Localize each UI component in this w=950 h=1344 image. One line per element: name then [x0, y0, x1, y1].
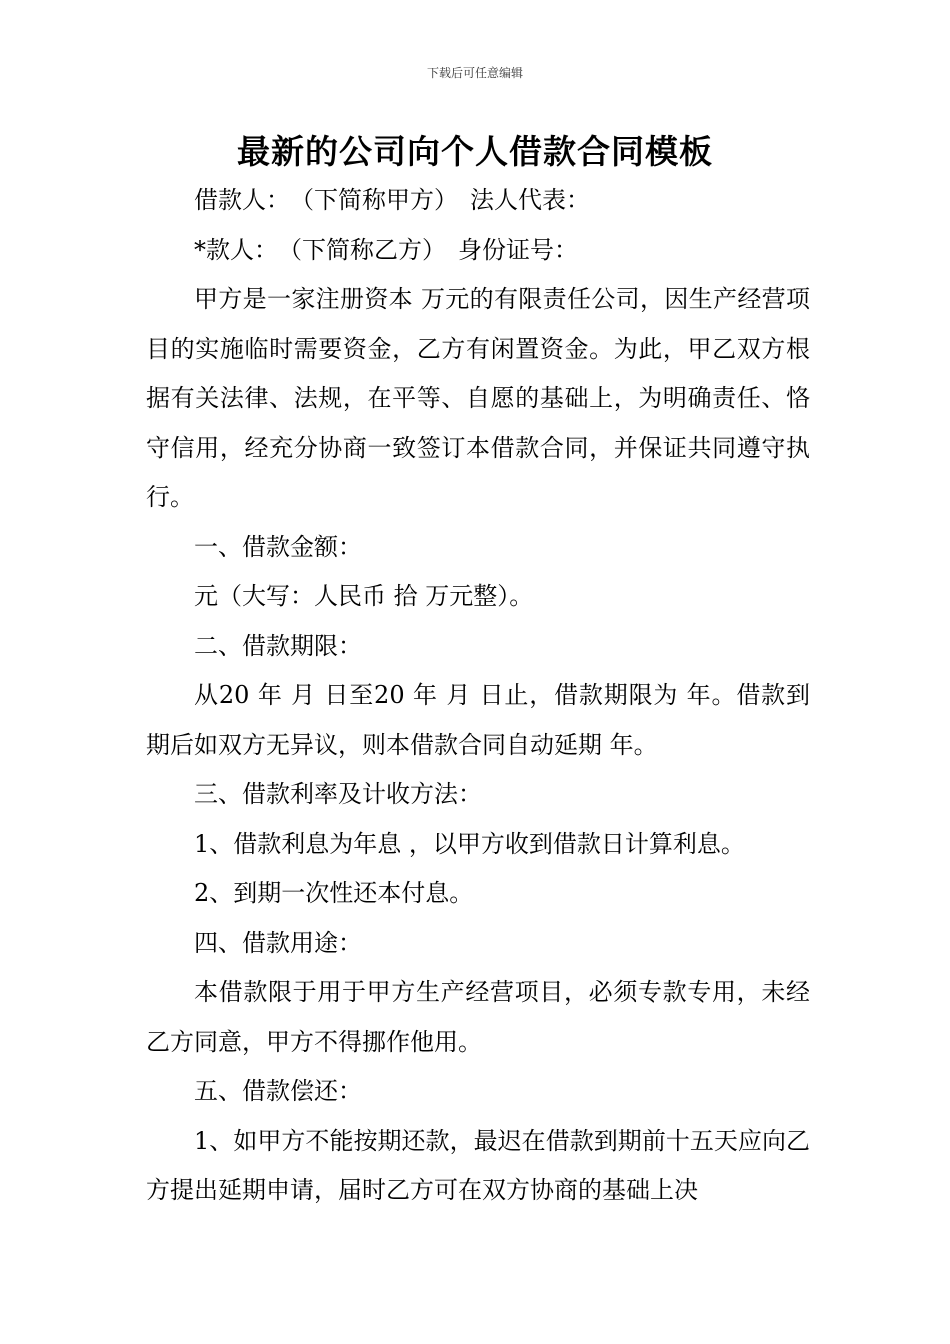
- paragraph-purpose: 本借款限于用于甲方生产经营项目，必须专款专用，未经乙方同意，甲方不得挪作他用。: [146, 978, 810, 1056]
- paragraph-amount: 元（大写：人民币 拾 万元整）。: [194, 582, 534, 610]
- header-note: 下载后可任意编辑: [426, 66, 523, 80]
- section-heading-interest: 三、借款利率及计收方法：: [194, 780, 482, 808]
- document-body: [146, 176, 810, 1216]
- paragraph-preamble: 甲方是一家注册资本 万元的有限责任公司，因生产经营项目的实施临时需要资金，乙方有闲置资金。为此，甲乙双方根据有关法律、法规，在平等、自愿的基础上，为明确责任、恪守信用，经充分协商一致签订本借款合同，并保证共同遵守执行。: [146, 285, 810, 511]
- section-heading-purpose: 四、借款用途：: [194, 928, 362, 957]
- paragraph-repayment-1: 1、如甲方不能按期还款，最迟在借款到期前十五天应向乙方提出延期申请，届时乙方可在双方协商的基础上决: [146, 1126, 810, 1204]
- paragraph-interest-1: 1、借款利息为年息 ，以甲方收到借款日计算利息。: [194, 829, 745, 858]
- paragraph-borrower: *款人： （下简称乙方） 身份证号：: [194, 235, 578, 264]
- paragraph-interest-2: 2、到期一次性还本付息。: [194, 879, 474, 907]
- section-heading-amount: 一、借款金额：: [194, 532, 362, 561]
- paragraph-term: 从20 年 月 日至20 年 月 日止，借款期限为 年。借款到期后如双方无异议，则本借款合同自动延期 年。: [146, 681, 810, 759]
- paragraph-lender: 借款人： （下简称甲方） 法人代表：: [194, 186, 590, 214]
- document-title: 最新的公司向个人借款合同模板: [237, 132, 713, 171]
- section-heading-repayment: 五、借款偿还：: [194, 1077, 362, 1105]
- section-heading-term: 二、借款期限：: [194, 631, 362, 660]
